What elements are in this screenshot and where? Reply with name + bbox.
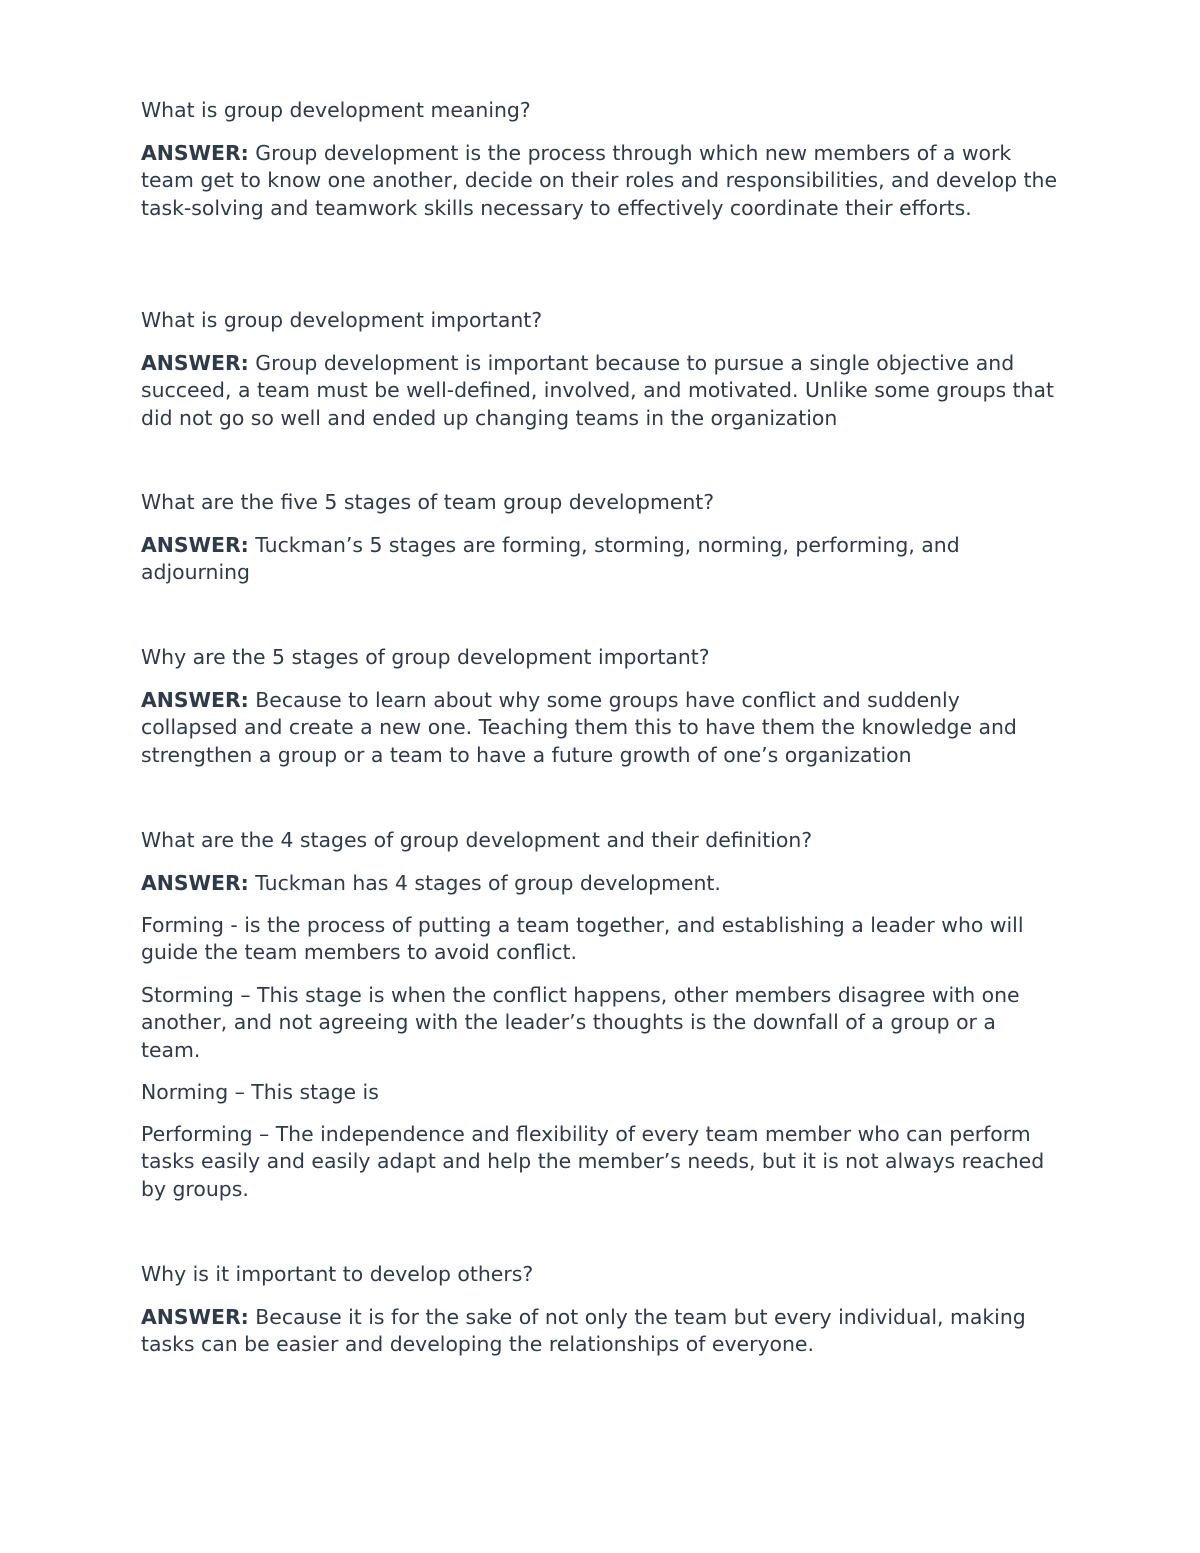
answer-text: Because it is for the sake of not only the team but every individual, making tasks can be easier and developing the relationships of everyone. <box>141 1305 1026 1357</box>
stage-storming: Storming – This stage is when the conflict happens, other members disagree with one another, and not agreeing with the leader’s thoughts is the downfall of a group or a team. <box>141 983 1020 1062</box>
question-1: What is group development meaning? <box>141 98 531 122</box>
answer-6 <box>141 1304 1061 1359</box>
question-4: Why are the 5 stages of group development important? <box>141 645 710 669</box>
answer-label: ANSWER: <box>141 688 249 712</box>
question-2: What is group development important? <box>141 308 543 332</box>
answer-label: ANSWER: <box>141 871 249 895</box>
question-3: What are the five 5 stages of team group development? <box>141 490 715 514</box>
answer-text: Group development is important because to pursue a single objective and succeed, a team must be well-defined, involved, and motivated. Unlike some groups that did not go so well and ended up changing teams in the organization <box>141 351 1054 430</box>
answer-label: ANSWER: <box>141 351 249 375</box>
stage-forming: Forming - is the process of putting a team together, and establishing a leader who will guide the team members to avoid conflict. <box>141 913 1024 965</box>
question-5: What are the 4 stages of group development and their definition? <box>141 828 813 852</box>
answer-5 <box>141 870 1061 897</box>
answer-label: ANSWER: <box>141 533 249 557</box>
answer-2 <box>141 350 1061 432</box>
stage-norming: Norming – This stage is <box>141 1080 379 1104</box>
answer-label: ANSWER: <box>141 1305 249 1329</box>
answer-text: Tuckman has 4 stages of group development. <box>255 871 721 895</box>
answer-text: Because to learn about why some groups have conflict and suddenly collapsed and create a new one. Teaching them this to have them the knowledge and strengthen a group or a team to have a future growth of one’s organization <box>141 688 1017 767</box>
answer-1 <box>141 140 1061 222</box>
stage-performing: Performing – The independence and flexibility of every team member who can perform tasks easily and easily adapt and help the member’s needs, but it is not always reached by groups. <box>141 1122 1045 1201</box>
answer-text: Group development is the process through which new members of a work team get to know one another, decide on their roles and responsibilities, and develop the task-solving and teamwork skills necessary to effectively coordinate their efforts. <box>141 141 1058 220</box>
answer-text: Tuckman’s 5 stages are forming, storming, norming, performing, and adjourning <box>141 533 960 585</box>
answer-label: ANSWER: <box>141 141 249 165</box>
answer-3 <box>141 532 1061 587</box>
question-6: Why is it important to develop others? <box>141 1262 534 1286</box>
answer-4 <box>141 687 1061 769</box>
